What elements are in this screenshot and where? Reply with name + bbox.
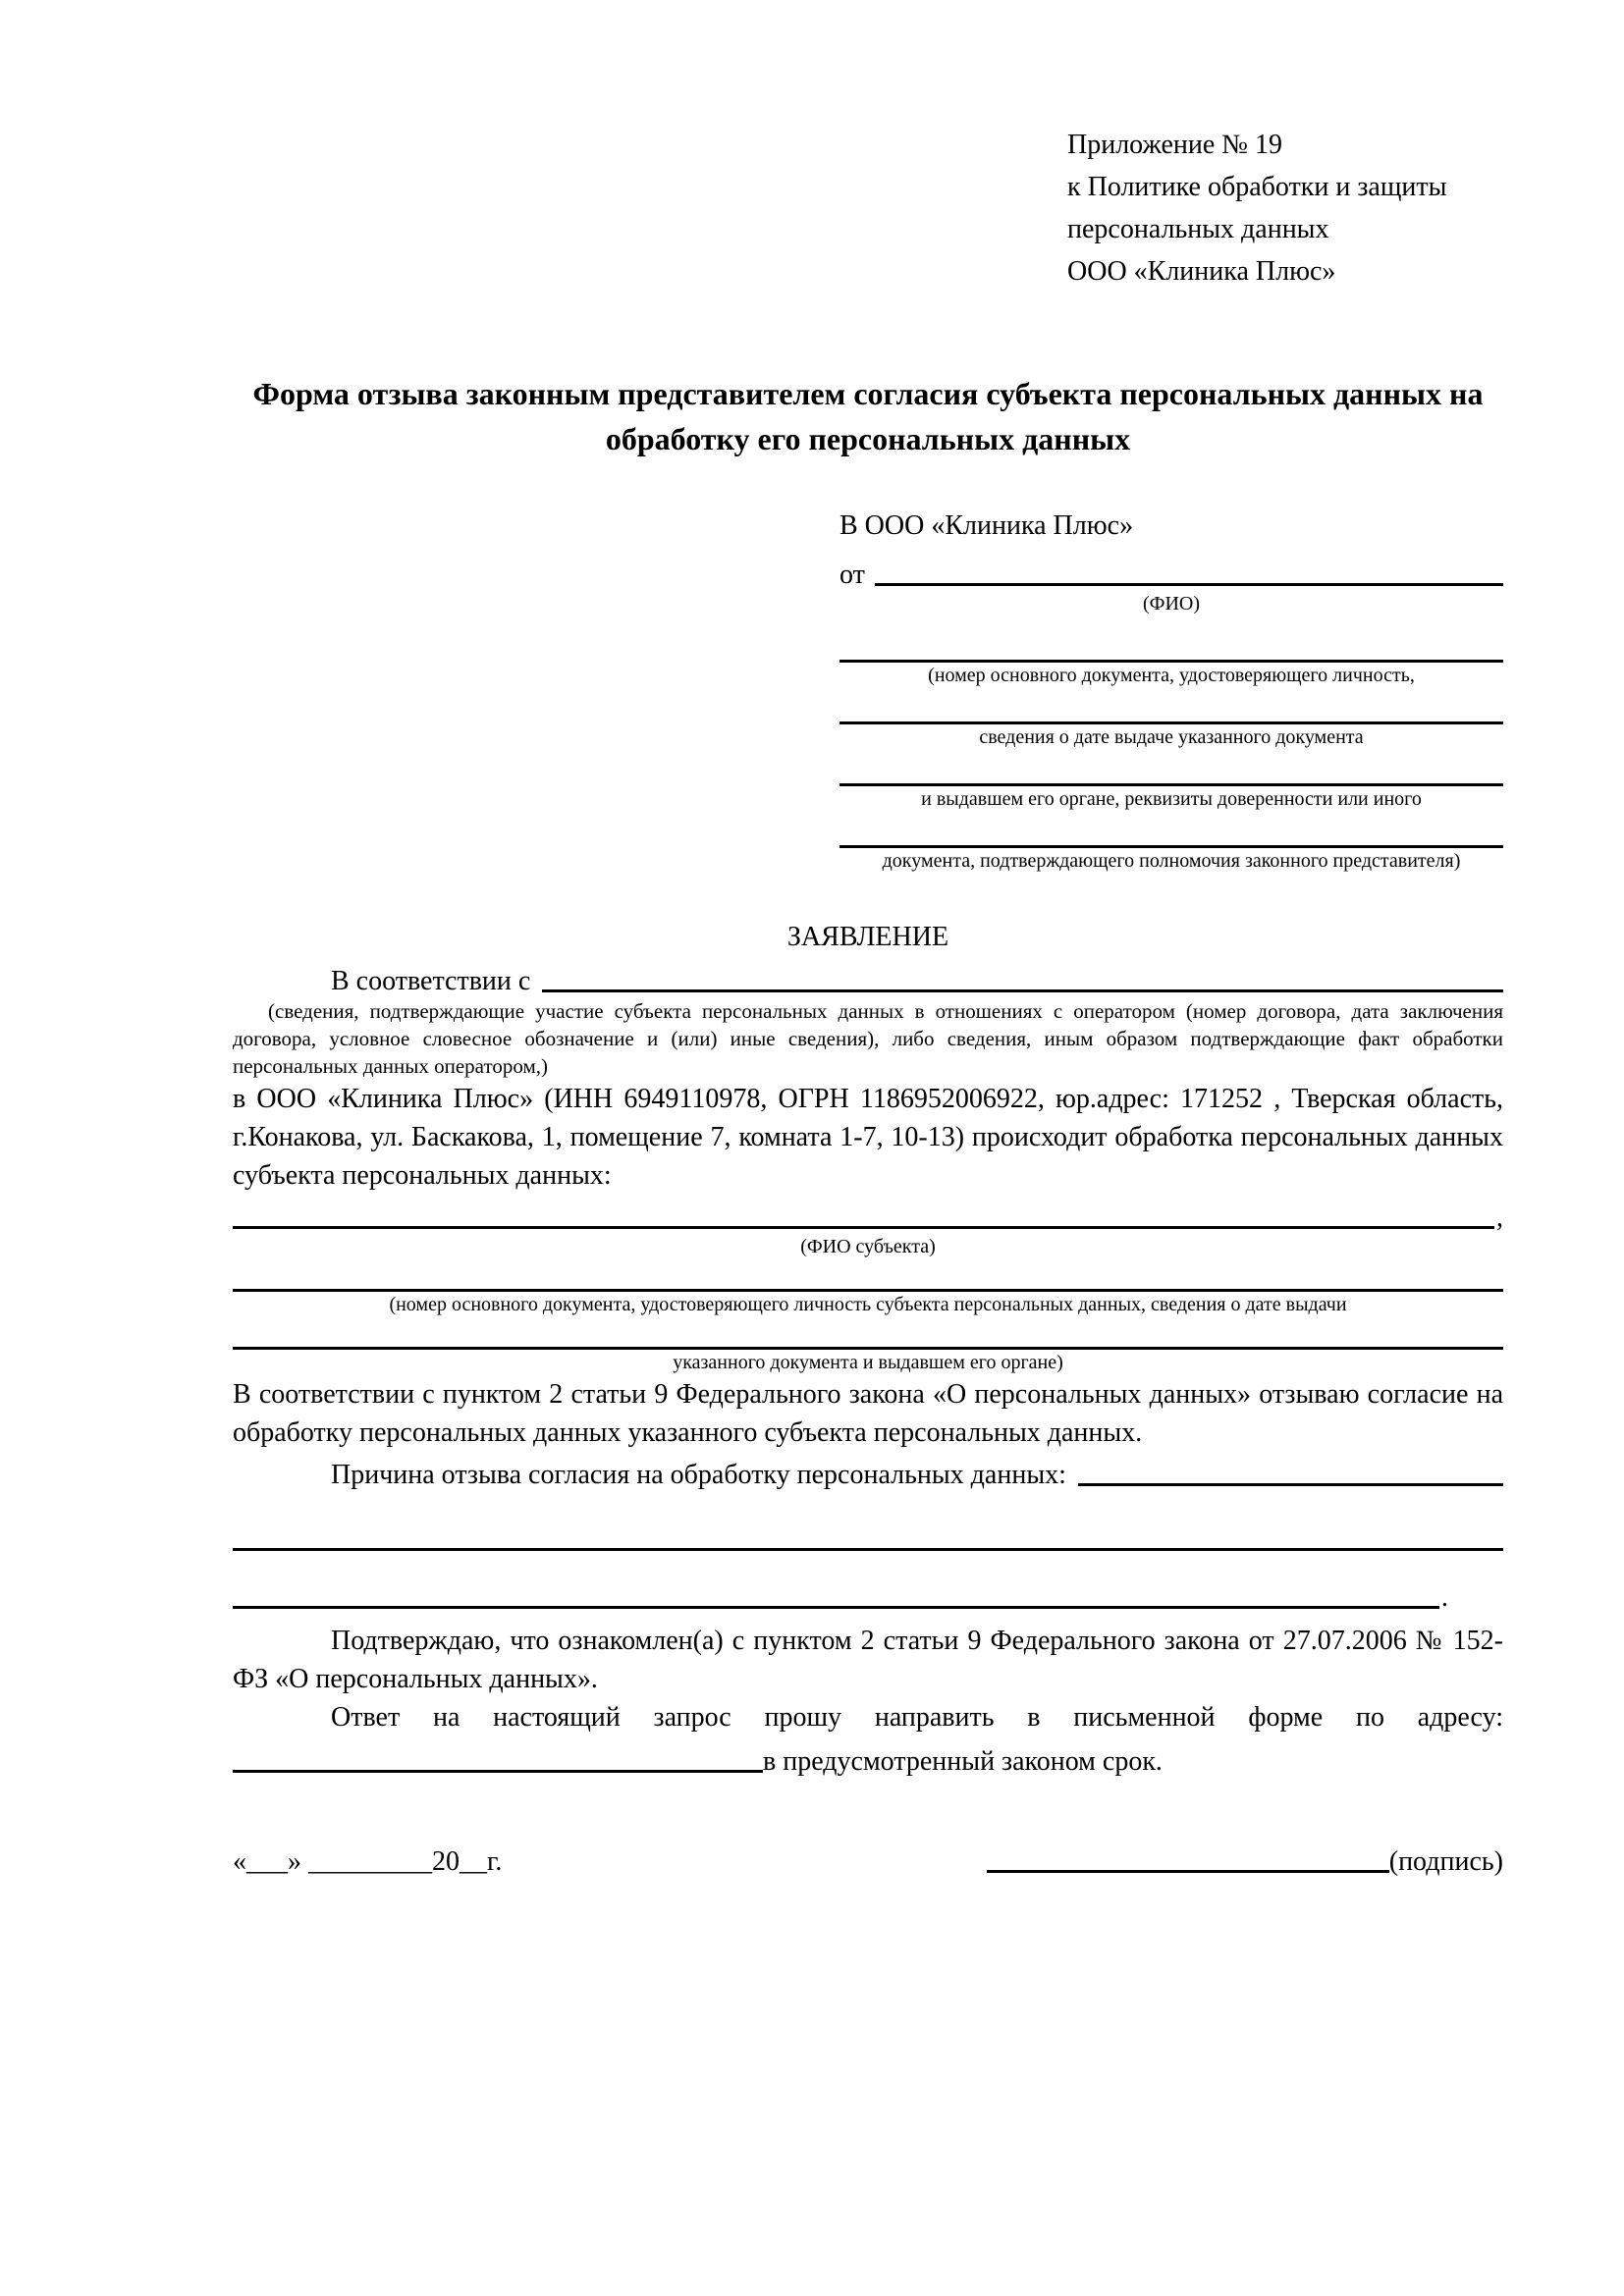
caption-subject-fio: (ФИО субъекта): [800, 1236, 936, 1257]
statement-heading: ЗАЯВЛЕНИЕ: [786, 922, 949, 952]
representative-document-field: [839, 845, 1503, 874]
confirmation-paragraph: Подтверждаю, что ознакомлен(а) с пунктом 2 статьи 9 Федерального закона от 27.07.2006 № 152-ФЗ «О персональных данных».: [233, 1626, 1503, 1694]
signature-group: [987, 1846, 1503, 1878]
subject-fio-blank-line[interactable]: [233, 1226, 1494, 1229]
subject-fio-row: [233, 1197, 1503, 1234]
appendix-block: [1067, 124, 1503, 293]
caption-document-number: (номер основного документа, удостоверяющего личность,: [928, 665, 1415, 686]
reason-blank-line-second[interactable]: [233, 1606, 1439, 1609]
caption-issue-date: сведения о дате выдаче указанного документа: [979, 726, 1364, 748]
caption-signature: (подпись): [1388, 1846, 1503, 1877]
caption-subject-document-authority: указанного документа и выдавшем его органе): [673, 1352, 1063, 1373]
representative-document-field: [839, 783, 1503, 812]
subject-document-field: [233, 1289, 1503, 1317]
date-signature-row: [233, 1846, 1503, 1878]
reply-request-paragraph: Ответ на настоящий запрос прошу направить в письменной форме по адресу:: [331, 1702, 1503, 1733]
from-row: [839, 548, 1503, 591]
reason-row: [233, 1452, 1503, 1491]
signature-blank-line[interactable]: [987, 1870, 1389, 1873]
reply-address-blank-line[interactable]: [233, 1770, 763, 1773]
caption-subject-document: (номер основного документа, удостоверяющего личность субъекта персональных данных, сведения о дате выдачи: [389, 1294, 1347, 1315]
appendix-line: к Политике обработки и защиты: [1067, 172, 1447, 202]
reason-line-period: .: [1441, 1582, 1448, 1613]
representative-document-field: [839, 721, 1503, 750]
addressee-to: В ООО «Клиника Плюс»: [839, 510, 1134, 541]
appendix-line: персональных данных: [1067, 214, 1329, 244]
representative-document-field: [839, 660, 1503, 688]
caption-fio: (ФИО): [1142, 593, 1200, 614]
reason-label: Причина отзыва согласия на обработку персональных данных:: [331, 1460, 1066, 1490]
caption-authority-proof: документа, подтверждающего полномочия законного представителя): [882, 850, 1461, 872]
appendix-line: Приложение № 19: [1067, 130, 1282, 160]
caption-issuing-authority: и выдавшем его органе, реквизиты доверенности или иного: [921, 788, 1422, 810]
subject-document-field: [233, 1347, 1503, 1375]
appendix-line: ООО «Клиника Плюс»: [1067, 256, 1336, 287]
date-blank-line[interactable]: «___» _________20__г.: [233, 1846, 503, 1877]
reply-address-row: [233, 1736, 1503, 1778]
document-title: Форма отзыва законным представителем согласия субъекта персональных данных на обработку его персональных данных: [252, 376, 1484, 456]
reason-end-row: [233, 1578, 1448, 1614]
accordance-label: В соответствии с: [331, 966, 531, 996]
reply-tail: в предусмотренный законом срок.: [763, 1746, 1163, 1777]
accordance-row: [233, 956, 1503, 997]
addressee-block: [839, 505, 1503, 874]
from-label: от: [839, 560, 865, 590]
reason-blank-line-full[interactable]: [233, 1548, 1503, 1551]
operator-paragraph: в ООО «Клиника Плюс» (ИНН 6949110978, ОГРН 1186952006922, юр.адрес: 171252 , Тверская область, г.Конакова, ул. Баскакова, 1, помещение 7, комната 1-7, 10-13) происходит обработка персональных данных субъекта персональных данных:: [233, 1084, 1503, 1191]
subject-fio-comma: ,: [1496, 1202, 1503, 1233]
accordance-note: (сведения, подтверждающие участие субъекта персональных данных в отношениях с оператором (номер договора, дата заключения договора, условное словесное обозначение и (или) иные сведения), либо сведения, иным образом подтверждающие факт обработки персональных данных оператором,): [233, 999, 1503, 1078]
representative-fio-blank-line[interactable]: [875, 583, 1503, 586]
withdrawal-paragraph: В соответствии с пунктом 2 статьи 9 Федерального закона «О персональных данных» отзываю согласие на обработку персональных данных указанного субъекта персональных данных.: [233, 1379, 1503, 1448]
accordance-blank-line[interactable]: [542, 989, 1503, 992]
reason-blank-line-short[interactable]: [1078, 1483, 1503, 1486]
